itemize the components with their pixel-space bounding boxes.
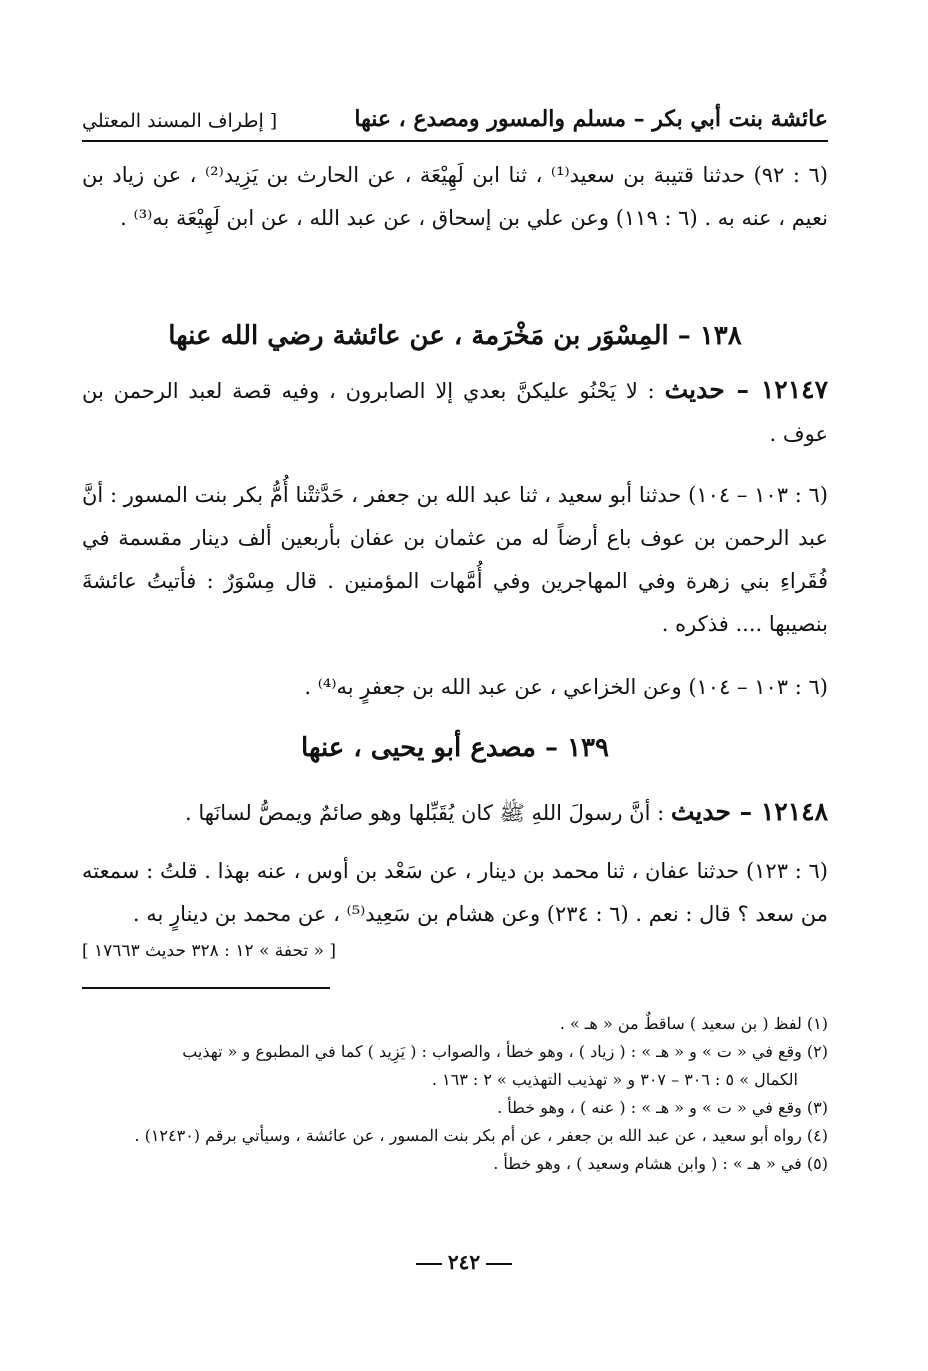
paragraph-text: (٦ : ١٠٣ – ١٠٤) وعن الخزاعي ، عن عبد الله بن جعفرٍ به⁽⁴⁾ . xyxy=(304,675,828,699)
hadith-text: : لا يَحْنُو عليكنَّ بعدي إلا الصابرون ، وفيه قصة لعبد الرحمن بن عوف . xyxy=(82,379,828,446)
hadith-12148 xyxy=(82,790,828,835)
paragraph-text: (٦ : ٩٢) حدثنا قتيبة بن سعيد⁽¹⁾ ، ثنا ابن لَهِيْعَة ، عن الحارث بن يَزِيد⁽²⁾ ، عن زياد بن نعيم ، عنه به . (٦ : ١١٩) وعن علي بن إسحاق ، عن عبد الله ، عن ابن لَهِيْعَة به⁽³⁾ . xyxy=(82,163,828,230)
hadith-number: ١٢١٤٨ – حديث xyxy=(670,797,828,826)
running-header xyxy=(82,96,828,132)
page-number-dash xyxy=(416,1263,442,1265)
paragraph-text: (٦ : ١٢٣) حدثنا عفان ، ثنا محمد بن دينار ، عن سَعْد بن أوس ، عنه بهذا . قلتُ : سمعته من سعد ؟ قال : نعم . (٦ : ٢٣٤) وعن هشام بن سَعِيد⁽⁵⁾ ، عن محمد بن دينارٍ به . xyxy=(82,859,828,926)
paragraph-text: (٦ : ١٠٣ – ١٠٤) حدثنا أبو سعيد ، ثنا عبد الله بن جعفر ، حَدَّثتْنا أُمُّ بكر بنت المسور : أنَّ عبد الرحمن بن عوف باع أرضاً له من عثمان بن عفان بأربعين ألف دينار مقسمة في فُقَراءِ بني زهرة وفي المهاجرين وفي أُمَّهات المؤمنين . قال مِسْوَرٌ : فأتيتُ عائشةَ بنصيبها .... فذكره . xyxy=(82,483,828,636)
footnote-2: (٢) وقع في « ت » و « هـ » : ( زياد ) ، وهو خطأ ، والصواب : ( يَزِيد ) كما في المطبوع و « تهذيب xyxy=(182,1042,828,1061)
header-rule xyxy=(82,140,828,142)
paragraph-sanad-3 xyxy=(82,666,828,709)
hadith-number: ١٢١٤٧ – حديث xyxy=(664,375,828,404)
header-chapter-title: عائشة بنت أبي بكر – مسلم والمسور ومصدع ، عنها xyxy=(354,106,828,132)
footnote-1: (١) لفظ ( بن سعيد ) ساقطٌ من « هـ » . xyxy=(559,1014,828,1033)
header-book-title: [ إطراف المسند المعتلي xyxy=(82,110,278,132)
hadith-12147 xyxy=(82,368,828,456)
section-heading-139: ١٣٩ – مصدع أبو يحيى ، عنها xyxy=(301,733,609,763)
paragraph-sanad-1 xyxy=(82,154,828,240)
footnotes xyxy=(82,1010,828,1178)
page-number-text: ٢٤٢ xyxy=(447,1250,481,1274)
paragraph-sanad-4 xyxy=(82,850,828,936)
page-number-dash xyxy=(486,1263,512,1265)
footnote-3: (٣) وقع في « ت » و « هـ » : ( عنه ) ، وهو خطأ . xyxy=(497,1098,828,1117)
paragraph-sanad-2 xyxy=(82,474,828,646)
footnote-5: (٥) في « هـ » : ( وابن هشام وسعيد ) ، وهو خطأ . xyxy=(493,1154,828,1173)
hadith-text: : أنَّ رسولَ اللهِ ﷺ كان يُقَبِّلها وهو صائمٌ ويمصُّ لسانَها . xyxy=(185,801,671,825)
page-number xyxy=(0,1250,928,1274)
tuhfa-reference: [ « تحفة » ١٢ : ٣٢٨ حديث ١٧٦٦٣ ] xyxy=(82,941,337,961)
footnote-2-continued: الكمال » ٥ : ٣٠٦ – ٣٠٧ و « تهذيب التهذيب » ٢ : ١٦٣ . xyxy=(431,1070,798,1089)
section-heading-138: ١٣٨ – المِسْوَر بن مَخْرَمة ، عن عائشة رضي الله عنها xyxy=(168,321,742,351)
footnote-rule xyxy=(82,987,330,989)
footnote-4: (٤) رواه أبو سعيد ، عن عبد الله بن جعفر ، عن أم بكر بنت المسور ، عن عائشة ، وسيأتي برقم (١٢٤٣٠) . xyxy=(134,1126,828,1145)
